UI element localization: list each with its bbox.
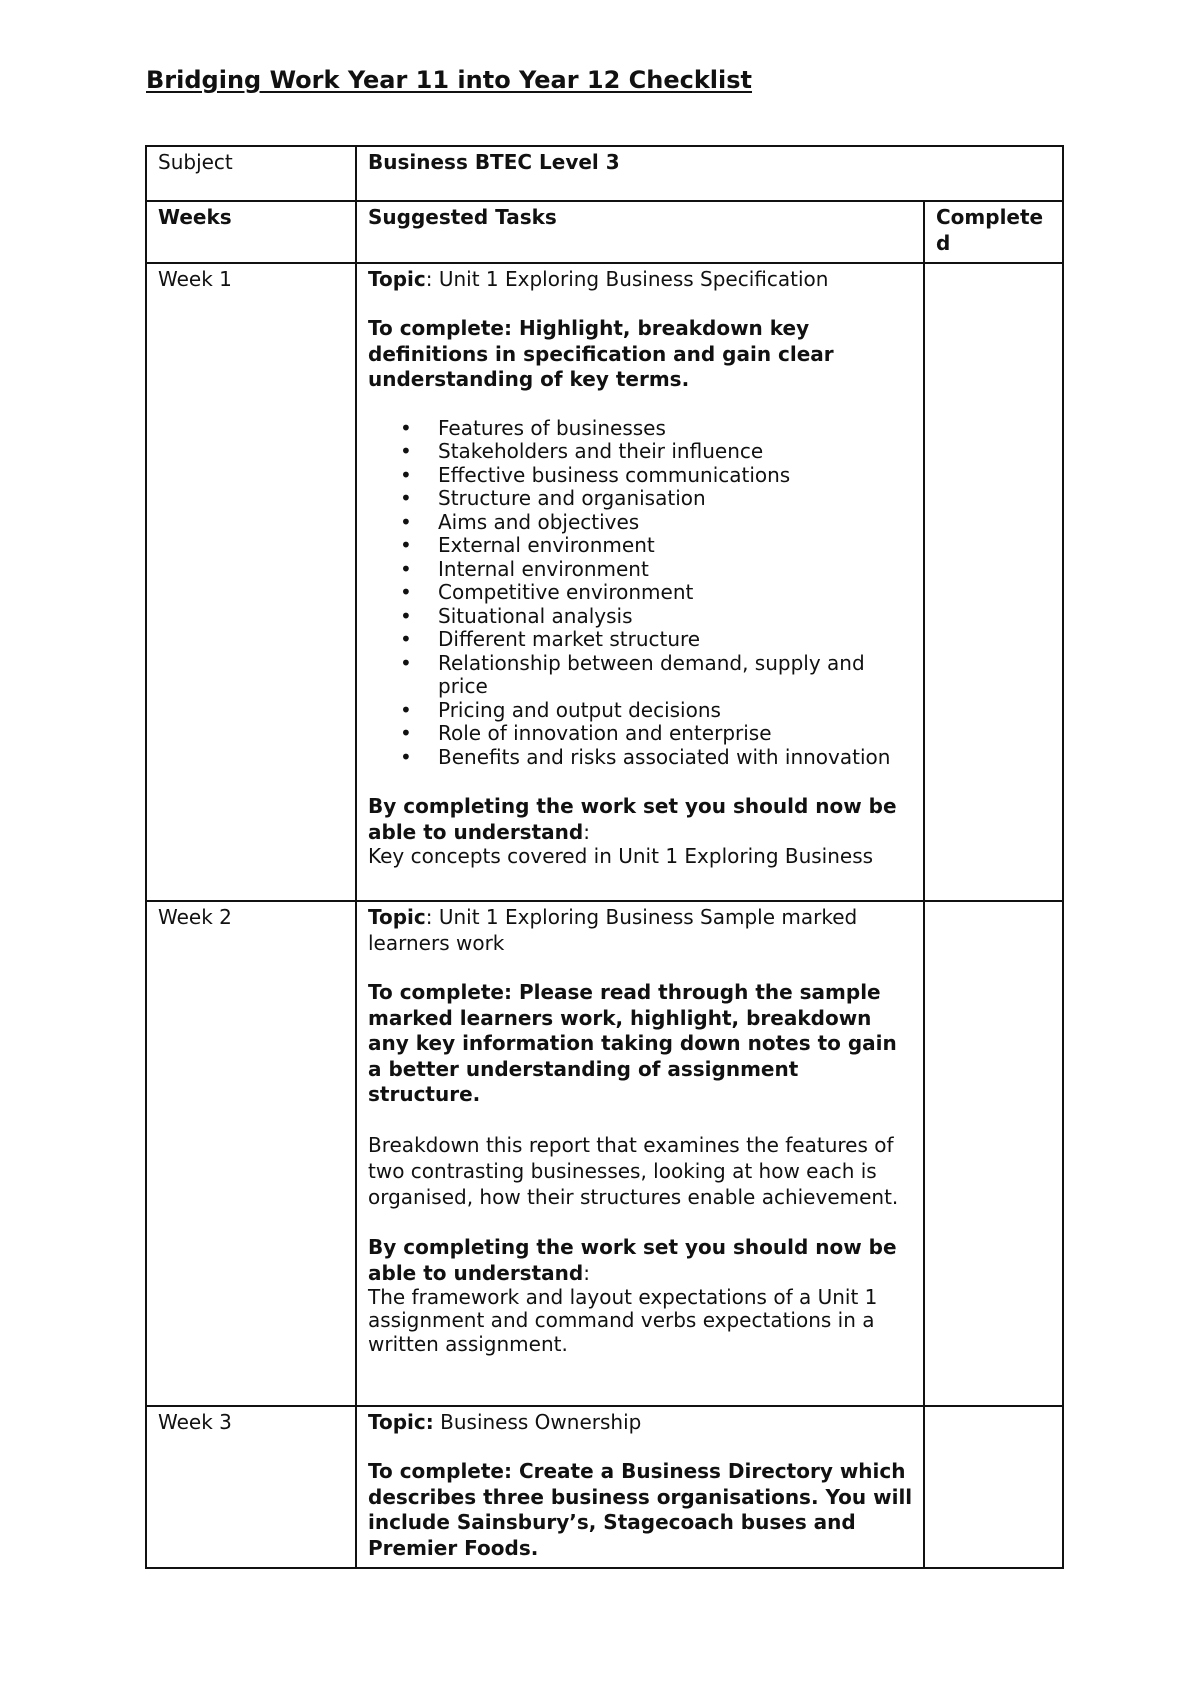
topic-line [368, 266, 913, 292]
subject-label-cell [146, 146, 356, 201]
bullet-item: • Competitive environment [438, 581, 913, 605]
bullet-item: • External environment [438, 534, 913, 558]
completed-cell[interactable] [924, 263, 1063, 901]
week-label: Week 2 [146, 901, 356, 1406]
bullet-item: • Role of innovation and enterprise [438, 722, 913, 746]
week-label: Week 3 [146, 1406, 356, 1568]
description-text: Breakdown this report that examines the features of two contrasting businesses, looking at how each is organised, how their structures enable achievement. [368, 1132, 899, 1209]
bullet-item: • Aims and objectives [438, 511, 913, 535]
outcome-label: By completing the work set you should now be able to understand [368, 794, 897, 844]
outcome-heading [368, 793, 913, 845]
bullet-item: • Stakeholders and their influence [438, 440, 913, 464]
to-complete-text: To complete: Please read through the sample marked learners work, highlight, breakdown any key information taking down notes to gain a better understanding of assignment structure. [368, 980, 897, 1106]
subject-value-cell [356, 146, 1063, 201]
week-row [146, 263, 1063, 901]
checklist-table [145, 145, 1064, 1569]
tasks-header: Suggested Tasks [356, 201, 924, 263]
week-tasks-cell [356, 1406, 924, 1568]
outcome-colon: : [583, 1260, 590, 1285]
bullet-item: • Situational analysis [438, 605, 913, 629]
outcome-text: Key concepts covered in Unit 1 Exploring Business [368, 844, 874, 868]
bullet-item: • Relationship between demand, supply and price [438, 652, 913, 699]
bullet-item: • Benefits and risks associated with innovation [438, 746, 913, 770]
topic-text: : Unit 1 Exploring Business Sample marked learners work [368, 905, 858, 955]
to-complete-text: To complete: Highlight, breakdown key definitions in specification and gain clear understanding of key terms. [368, 316, 834, 391]
bullet-item: • Different market structure [438, 628, 913, 652]
topic-label: Topic [368, 267, 426, 291]
outcome-label: By completing the work set you should now be able to understand [368, 1234, 897, 1285]
header-row [146, 201, 1063, 263]
completed-header: Completed [924, 201, 1063, 263]
bullet-item: • Internal environment [438, 558, 913, 582]
bullet-item: • Structure and organisation [438, 487, 913, 511]
topic-line [368, 904, 913, 956]
to-complete-text: To complete: Create a Business Directory which describes three business organisations. You will include Sainsbury’s, Stagecoach buses and Premier Foods. [368, 1459, 913, 1560]
weeks-header: Weeks [146, 201, 356, 263]
week-row [146, 901, 1063, 1406]
topic-text: Business Ownership [433, 1410, 642, 1434]
topic-text: : Unit 1 Exploring Business Specification [425, 267, 829, 291]
outcome-colon: : [583, 820, 590, 844]
completed-cell[interactable] [924, 901, 1063, 1406]
bullet-item: • Features of businesses [438, 417, 913, 441]
week-row [146, 1406, 1063, 1568]
subject-value: Business BTEC Level 3 [368, 150, 620, 174]
topic-line [368, 1409, 913, 1435]
bullet-item: • Pricing and output decisions [438, 699, 913, 723]
week-label: Week 1 [146, 263, 356, 901]
topic-label: Topic: [368, 1410, 434, 1434]
outcome-heading [368, 1234, 913, 1286]
subject-label: Subject [158, 150, 233, 174]
document-title: Bridging Work Year 11 into Year 12 Checklist [146, 66, 753, 94]
completed-cell[interactable] [924, 1406, 1063, 1568]
topic-bullet-list [368, 417, 913, 770]
outcome-text: The framework and layout expectations of a Unit 1 assignment and command verbs expectations in a written assignment. [368, 1284, 878, 1356]
bullet-item: • Effective business communications [438, 464, 913, 488]
topic-label: Topic [368, 905, 426, 929]
week-tasks-cell [356, 263, 924, 901]
subject-row [146, 146, 1063, 201]
week-tasks-cell [356, 901, 924, 1406]
